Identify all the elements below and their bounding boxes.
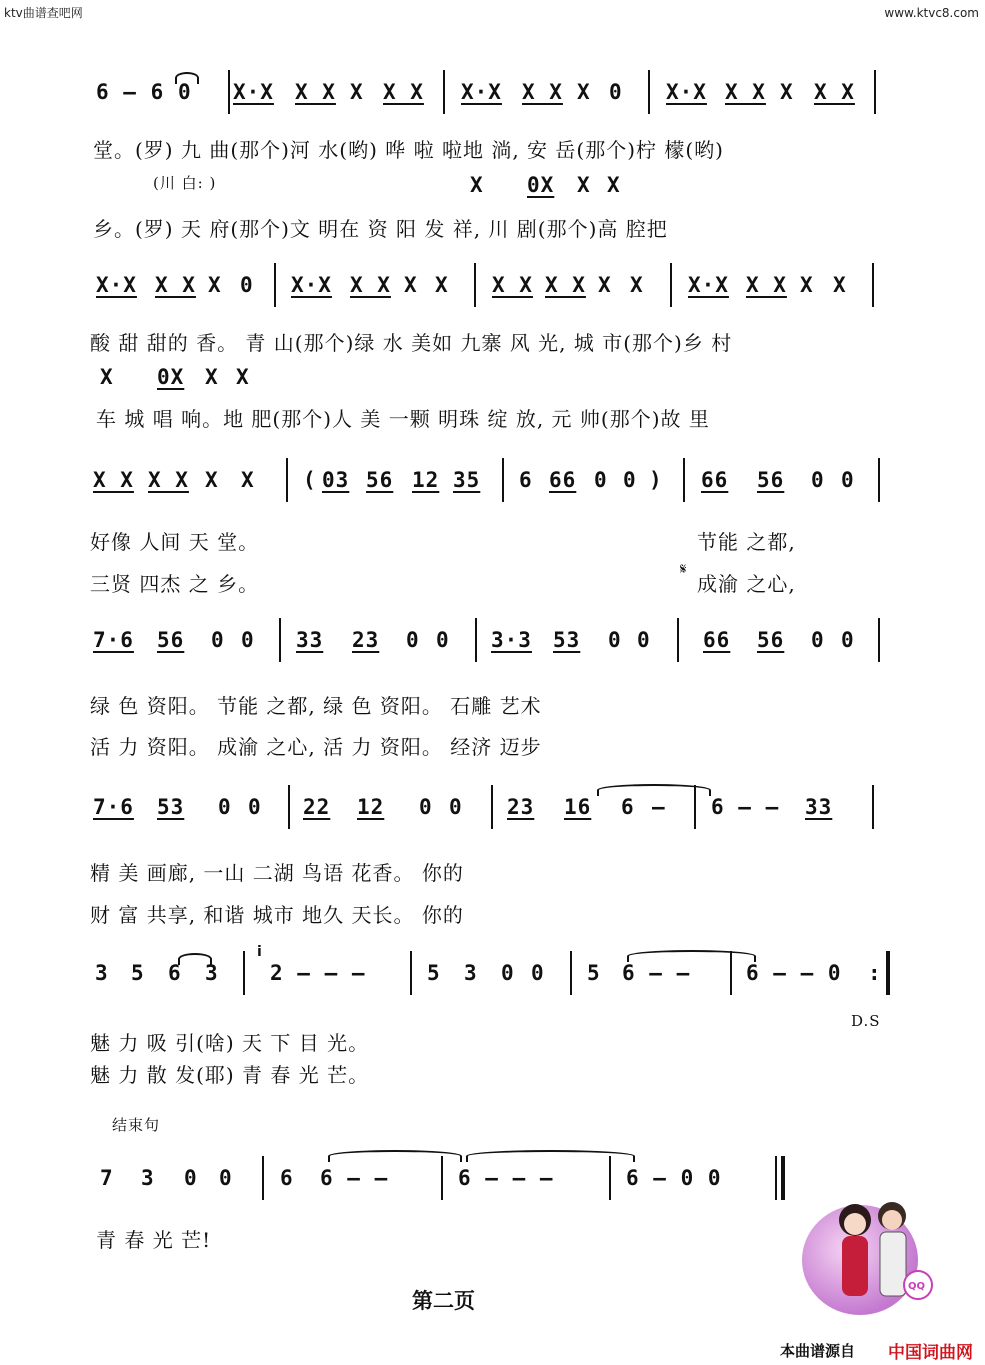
note-token: X (404, 273, 418, 297)
lyric-line: 活 力 资阳。 成渝 之心, 活 力 资阳。 经济 迈步 (90, 735, 542, 759)
barline (878, 618, 880, 662)
lyric-line: 绿 色 资阳。 节能 之都, 绿 色 资阳。 石雕 艺术 (90, 694, 542, 718)
lyric-line: 节能 之都, (697, 530, 796, 554)
lyric-line: 𝄋 (680, 560, 688, 578)
note-token: X·X (291, 273, 332, 297)
barline (491, 785, 493, 829)
barline (279, 618, 281, 662)
barline (670, 263, 672, 307)
note-token: X X (148, 468, 189, 492)
lyric-line: 好像 人间 天 堂。 (90, 530, 260, 554)
note-token: X X (545, 273, 586, 297)
note-token: X (833, 273, 847, 297)
note-token: 16 (564, 795, 592, 819)
note-token: 23 (352, 628, 380, 652)
note-token: 0 (241, 628, 255, 652)
svg-text:QQ: QQ (908, 1281, 926, 1292)
note-token: 6 – – (320, 1166, 389, 1190)
note-token: 22 (303, 795, 331, 819)
lyric-line: 酸 甜 甜的 香。 青 山(那个)绿 水 美如 九寨 风 光, 城 市(那个)乡 村 (90, 331, 733, 355)
slur-mark (178, 953, 212, 965)
note-token: 66 (549, 468, 577, 492)
brand-link[interactable]: 中国词曲网 (888, 1343, 973, 1363)
lyric-line: 财 富 共享, 和谐 城市 地久 天长。 你的 (90, 903, 464, 927)
note-token: X X (155, 273, 196, 297)
slur-mark (328, 1150, 462, 1162)
note-token: 12 (412, 468, 440, 492)
note-token: X (100, 365, 114, 389)
note-token: 66 (701, 468, 729, 492)
lyric-line: (川 白: ) (153, 174, 217, 192)
couple-logo-icon (800, 1190, 950, 1330)
note-token: 56 (366, 468, 394, 492)
note-token: X (780, 80, 794, 104)
note-token: 33 (805, 795, 833, 819)
note-token: X·X (666, 80, 707, 104)
note-token: 3 (95, 961, 109, 985)
note-token: X (598, 273, 612, 297)
note-token: 0 (623, 468, 637, 492)
barline (677, 618, 679, 662)
final-barline (781, 1156, 785, 1200)
note-token: X (470, 173, 484, 197)
note-token: 0 (406, 628, 420, 652)
barline (228, 70, 230, 114)
note-token: 0 (240, 273, 254, 297)
site-name-left[interactable]: ktv曲谱查吧网 (4, 6, 83, 20)
lyric-line: 精 美 画廊, 一山 二湖 鸟语 花香。 你的 (90, 861, 464, 885)
note-token: 7 (100, 1166, 114, 1190)
note-token: 0 (178, 80, 192, 104)
barline (410, 951, 412, 995)
note-token: 0 (841, 628, 855, 652)
barline (878, 458, 880, 502)
note-token: 0 (436, 628, 450, 652)
note-token: X X (350, 273, 391, 297)
note-token: X·X (688, 273, 729, 297)
lyric-line: 三贤 四杰 之 乡。 (90, 572, 260, 596)
barline (286, 458, 288, 502)
note-token: 0 (531, 961, 545, 985)
note-token: X X (522, 80, 563, 104)
site-url-right[interactable]: www.ktvc8.com (884, 6, 979, 20)
note-token: X X (295, 80, 336, 104)
note-token: X (435, 273, 449, 297)
barline (475, 618, 477, 662)
barline (775, 1156, 777, 1200)
barline (443, 70, 445, 114)
note-token: 7·6 (93, 795, 134, 819)
note-token: X·X (461, 80, 502, 104)
barline (262, 1156, 264, 1200)
note-token: 0 (184, 1166, 198, 1190)
note-token: 0 (811, 628, 825, 652)
note-token: X X (814, 80, 855, 104)
barline (683, 458, 685, 502)
note-token: 0 (218, 795, 232, 819)
note-token: 0 (811, 468, 825, 492)
note-token: 5 (427, 961, 441, 985)
lyric-line: 乡。(罗) 天 府(那个)文 明在 资 阳 发 祥, 川 剧(那个)高 腔把 (93, 217, 668, 241)
note-token: 6 (621, 795, 635, 819)
note-token: 7·6 (93, 628, 134, 652)
note-token: 12 (357, 795, 385, 819)
note-token: 5 (131, 961, 145, 985)
barline (288, 785, 290, 829)
note-token: 53 (553, 628, 581, 652)
note-token: 0 (219, 1166, 233, 1190)
note-token: X (241, 468, 255, 492)
note-token: ( (303, 468, 317, 492)
note-token: 0X (157, 365, 185, 389)
note-token: X X (725, 80, 766, 104)
note-token: 5 (587, 961, 601, 985)
source-label: 本曲谱源自 (780, 1342, 856, 1360)
note-token: X (630, 273, 644, 297)
note-token: 3 (141, 1166, 155, 1190)
note-token: 6 – – – (458, 1166, 554, 1190)
note-token: X X (492, 273, 533, 297)
barline (648, 70, 650, 114)
note-token: 35 (453, 468, 481, 492)
barline (441, 1156, 443, 1200)
slur-mark (597, 784, 711, 796)
barline (570, 951, 572, 995)
barline (502, 458, 504, 502)
note-token: 0 (449, 795, 463, 819)
barline (474, 263, 476, 307)
barline (609, 1156, 611, 1200)
note-token: 2 – – – (270, 961, 366, 985)
note-token: 56 (157, 628, 185, 652)
high-one-marker: i (257, 944, 262, 960)
note-token: X (205, 365, 219, 389)
slur-mark (466, 1150, 635, 1162)
barline (872, 263, 874, 307)
note-token: 66 (703, 628, 731, 652)
note-token: 33 (296, 628, 324, 652)
note-token: ) (649, 468, 663, 492)
note-token: X·X (233, 80, 274, 104)
note-token: 6 – – 0 (746, 961, 842, 985)
final-barline (886, 951, 890, 995)
note-token: X (577, 80, 591, 104)
slur-mark (627, 950, 756, 962)
note-token: 6 – – (711, 795, 780, 819)
slur-mark (175, 72, 199, 84)
barline (872, 785, 874, 829)
page-number: 第二页 (412, 1288, 475, 1313)
note-token: X X (93, 468, 134, 492)
lyric-line: D.S (851, 1012, 881, 1030)
note-token: 53 (157, 795, 185, 819)
note-token: 0 (248, 795, 262, 819)
lyric-line: 车 城 唱 响。地 肥(那个)人 美 一颗 明珠 绽 放, 元 帅(那个)故 里 (96, 407, 710, 431)
lyric-line: 青 春 光 芒! (96, 1228, 212, 1252)
note-token: 03 (322, 468, 350, 492)
lyric-line: 成渝 之心, (697, 572, 796, 596)
note-token: X·X (96, 273, 137, 297)
note-token: 23 (507, 795, 535, 819)
lyric-line: 堂。(罗) 九 曲(那个)河 水(哟) 哗 啦 啦地 淌, 安 岳(那个)柠 檬(哟) (93, 138, 724, 162)
note-token: 56 (757, 628, 785, 652)
barline (874, 70, 876, 114)
note-token: 3·3 (491, 628, 532, 652)
note-token: 0 (609, 80, 623, 104)
note-token: X (577, 173, 591, 197)
note-token: 0 (594, 468, 608, 492)
note-token: : (868, 961, 882, 985)
note-token: X (350, 80, 364, 104)
note-token: 0 (841, 468, 855, 492)
note-token: X X (383, 80, 424, 104)
note-token: 0 (608, 628, 622, 652)
note-token: X (236, 365, 250, 389)
note-token: 0 (419, 795, 433, 819)
note-token: 6 – 6 (96, 80, 165, 104)
note-token: 6 (280, 1166, 294, 1190)
lyric-line: 魅 力 散 发(耶) 青 春 光 芒。 (90, 1063, 370, 1087)
note-token: 3 (464, 961, 478, 985)
note-token: X (205, 468, 219, 492)
note-token: 0 (501, 961, 515, 985)
note-token: 6 – 0 0 (626, 1166, 722, 1190)
note-token: 6 – – (622, 961, 691, 985)
note-token: 0 (637, 628, 651, 652)
note-token: 6 (519, 468, 533, 492)
note-token: 0X (527, 173, 555, 197)
note-token: 56 (757, 468, 785, 492)
barline (274, 263, 276, 307)
note-token: 3 (205, 961, 219, 985)
note-token: – (652, 795, 666, 819)
lyric-line: 魅 力 吸 引(啥) 天 下 目 光。 (90, 1031, 370, 1055)
note-token: X (208, 273, 222, 297)
note-token: X (607, 173, 621, 197)
note-token: 6 (168, 961, 182, 985)
lyric-line: 结束句 (112, 1116, 161, 1134)
note-token: X X (746, 273, 787, 297)
note-token: X (800, 273, 814, 297)
barline (243, 951, 245, 995)
note-token: 0 (211, 628, 225, 652)
